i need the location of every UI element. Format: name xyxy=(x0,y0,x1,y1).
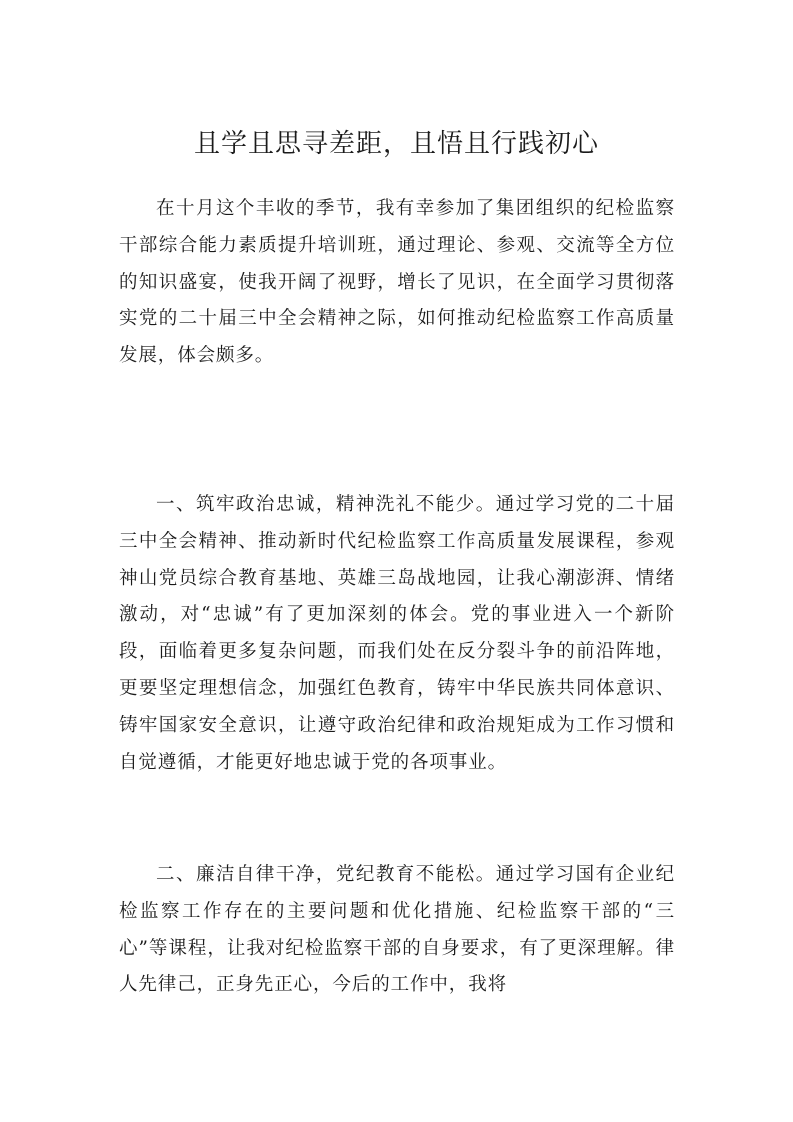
paragraph-section-two: 二、廉洁自律干净，党纪教育不能松。通过学习国有企业纪检监察工作存在的主要问题和优化措施、纪检监察干部的“三心”等课程，让我对纪检监察干部的自身要求，有了更深理解。律人先律己，正身先正心，今后的工作中，我将 xyxy=(119,864,675,996)
paragraph-intro: 在十月这个丰收的季节，我有幸参加了集团组织的纪检监察干部综合能力素质提升培训班，通过理论、参观、交流等全方位的知识盛宴，使我开阔了视野，增长了见识，在全面学习贯彻落实党的二十届三中全会精神之际，如何推动纪检监察工作高质量发展，体会颇多。 xyxy=(119,198,675,367)
paragraph-section-one: 一、筑牢政治忠诚，精神洗礼不能少。通过学习党的二十届三中全会精神、推动新时代纪检监察工作高质量发展课程，参观神山党员综合教育基地、英雄三岛战地园，让我心潮澎湃、情绪激动，对“忠诚”有了更加深刻的体会。党的事业进入一个新阶段，面临着更多复杂问题，而我们处在反分裂斗争的前沿阵地，更要坚定理想信念，加强红色教育，铸牢中华民族共同体意识、铸牢国家安全意识，让遵守政治纪律和政治规矩成为工作习惯和自觉遵循，才能更好地忠诚于党的各项事业。 xyxy=(119,494,675,773)
document-title: 且学且思寻差距，且悟且行践初心 xyxy=(193,129,599,159)
